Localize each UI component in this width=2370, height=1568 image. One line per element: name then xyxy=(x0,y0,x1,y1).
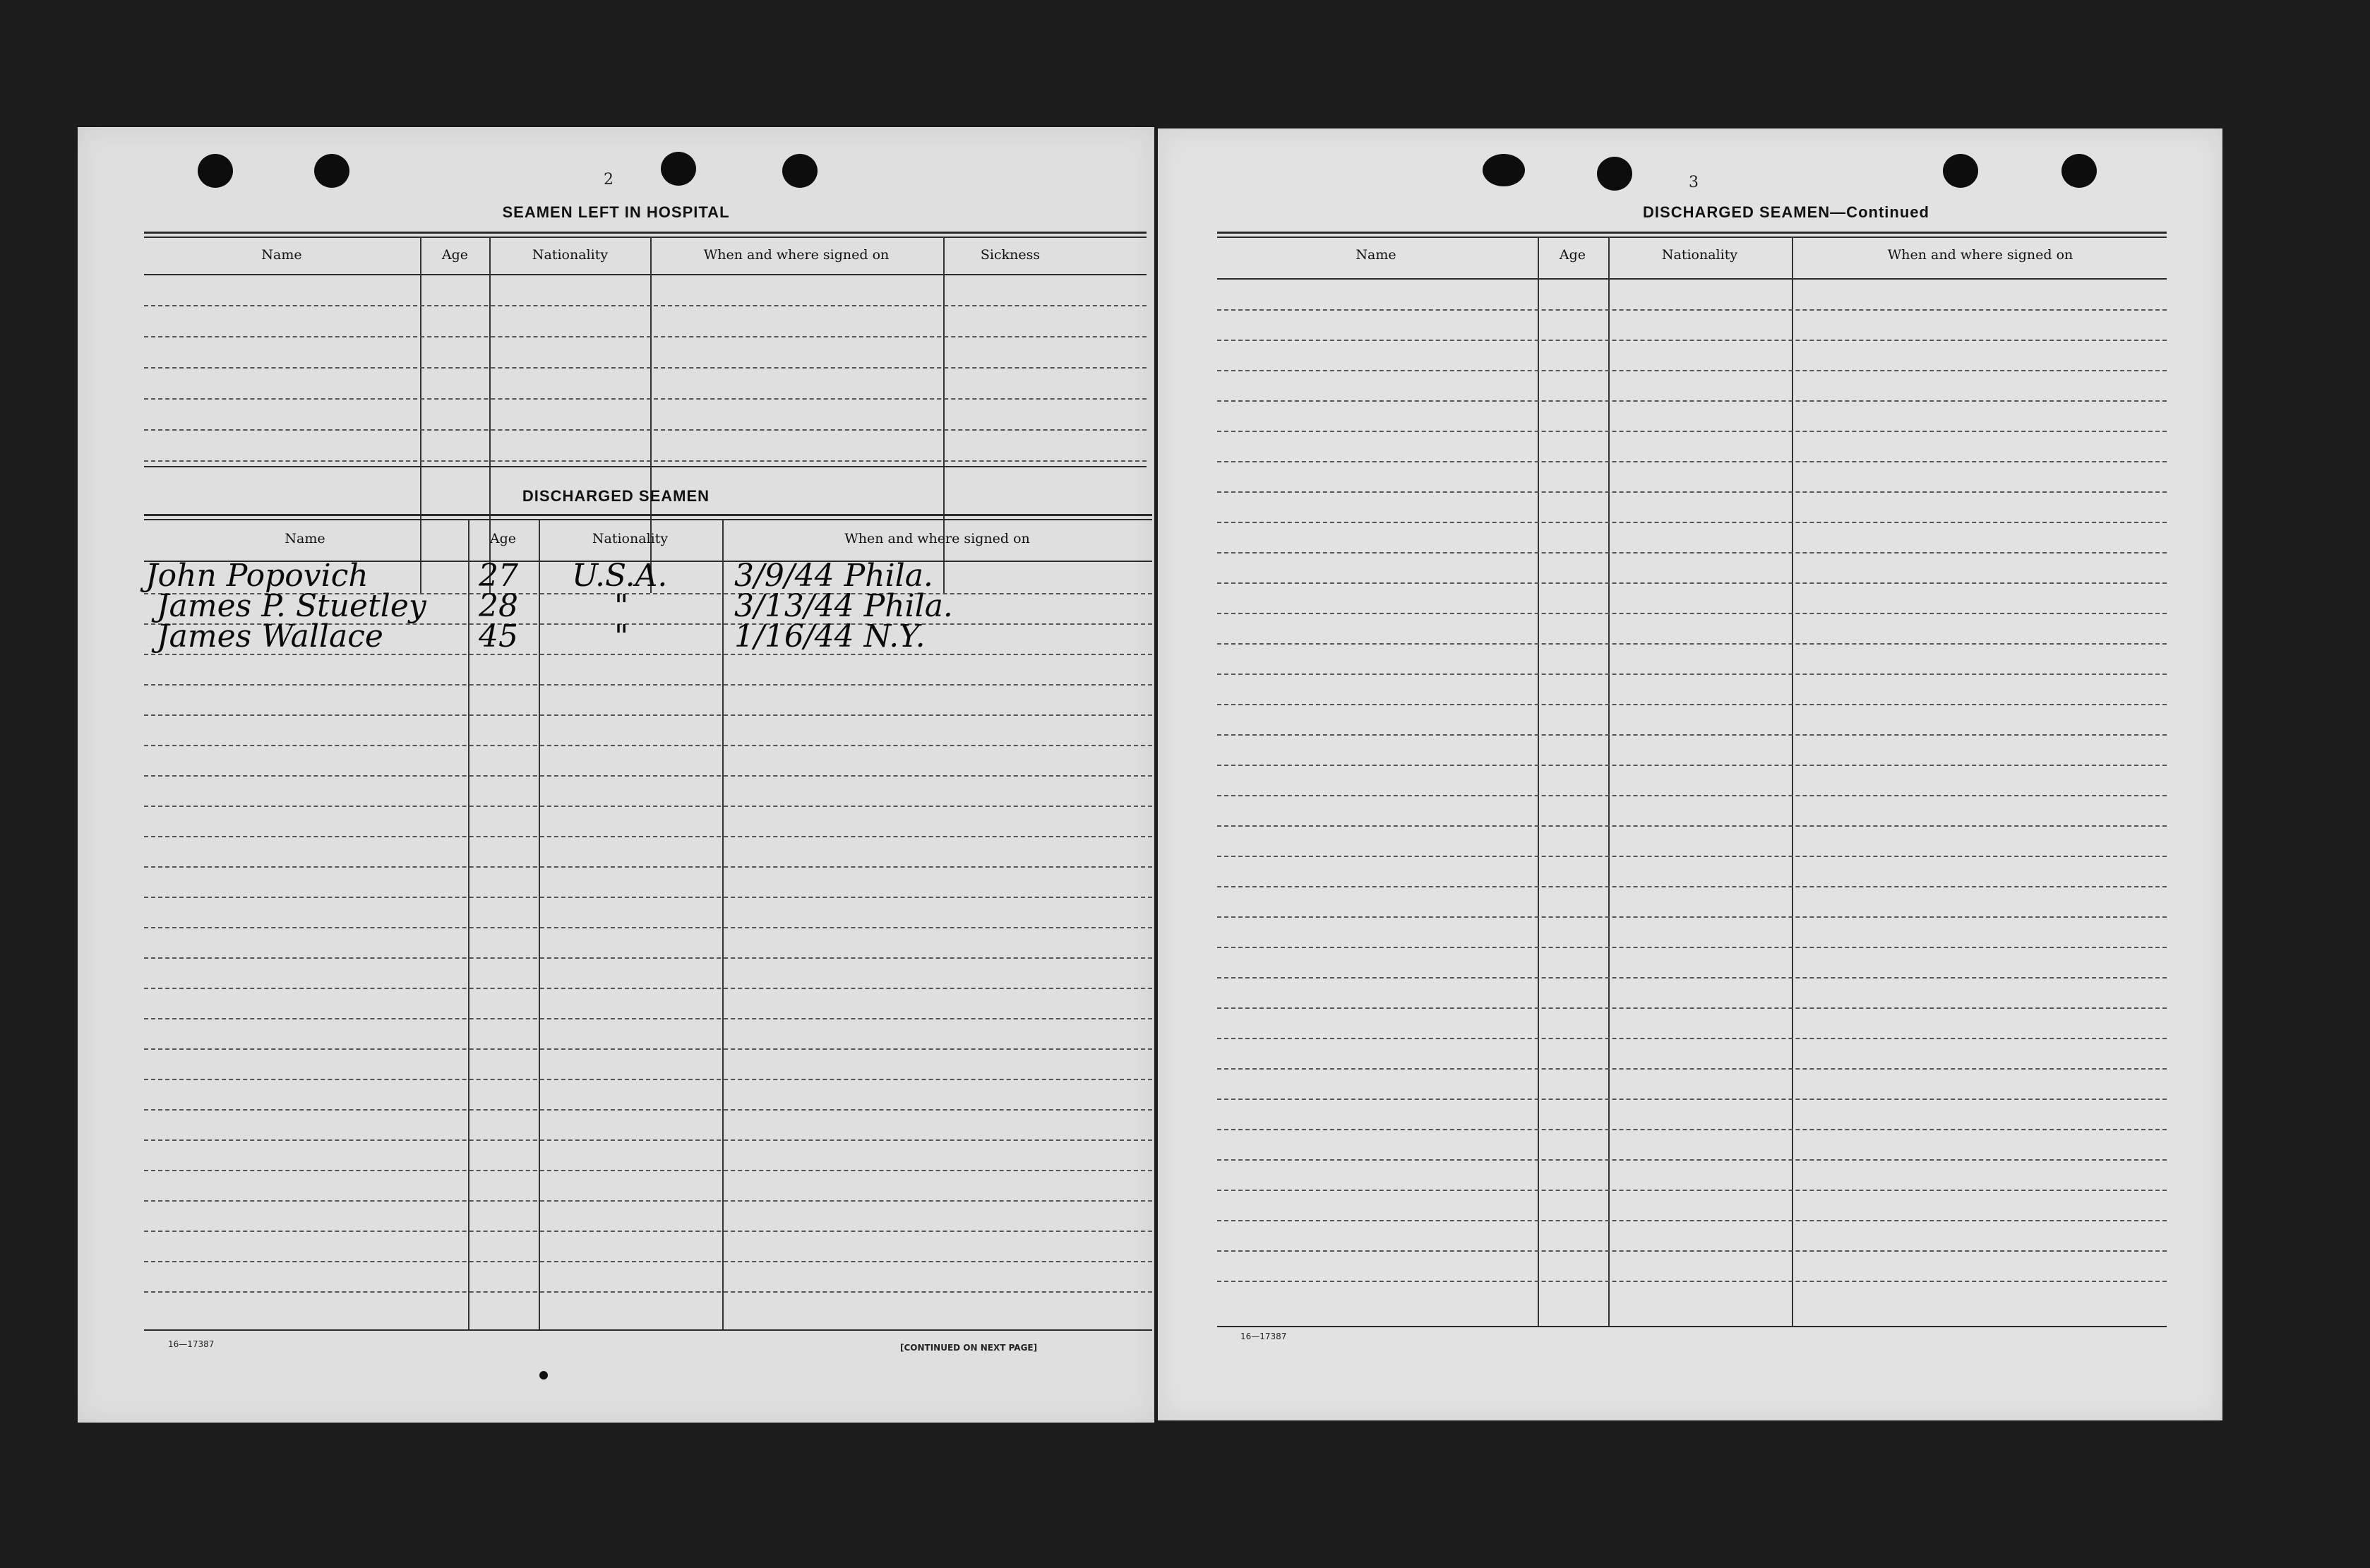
entry-signed-on: 3/9/44 Phila. xyxy=(734,558,933,594)
row-line xyxy=(144,1261,1152,1262)
row-line xyxy=(144,714,1152,716)
rule xyxy=(144,1329,1152,1331)
punch-hole xyxy=(782,154,818,188)
right-page xyxy=(1158,128,2222,1420)
row-line xyxy=(144,1170,1152,1171)
row-line xyxy=(1217,370,2167,371)
row-line xyxy=(144,806,1152,807)
row-line xyxy=(1217,1007,2167,1009)
row-line xyxy=(1217,1159,2167,1161)
row-line xyxy=(1217,1129,2167,1130)
row-line xyxy=(144,336,1147,337)
column-divider xyxy=(468,519,469,1331)
punch-hole xyxy=(1483,154,1525,186)
row-line xyxy=(144,1109,1152,1111)
column-divider xyxy=(539,519,540,1331)
punch-hole xyxy=(1943,154,1978,188)
right-title: DISCHARGED SEAMEN—Continued xyxy=(1643,203,1929,221)
row-line xyxy=(1217,1190,2167,1191)
rule xyxy=(1217,1326,2167,1327)
entry-signed-on: 3/13/44 Phila. xyxy=(734,588,953,624)
entry-name: James Wallace xyxy=(157,618,383,654)
row-line xyxy=(144,866,1152,868)
punch-hole xyxy=(1597,157,1632,191)
row-line xyxy=(144,1291,1152,1293)
row-line xyxy=(1217,461,2167,462)
punch-hole xyxy=(314,154,349,188)
row-line xyxy=(1217,1220,2167,1221)
row-line xyxy=(1217,340,2167,341)
punch-hole xyxy=(661,152,696,186)
discharged-title: DISCHARGED SEAMEN xyxy=(522,487,710,505)
column-divider xyxy=(722,519,724,1331)
hospital-col-name: Name xyxy=(261,247,302,263)
row-line xyxy=(144,897,1152,898)
row-line xyxy=(1217,522,2167,523)
ink-dot xyxy=(539,1371,548,1380)
punch-hole xyxy=(2061,154,2097,188)
row-line xyxy=(144,1200,1152,1202)
row-line xyxy=(1217,1281,2167,1282)
right-col-signed: When and where signed on xyxy=(1887,247,2073,263)
row-line xyxy=(144,460,1147,462)
hospital-col-nationality: Nationality xyxy=(532,247,609,263)
row-line xyxy=(1217,1250,2167,1252)
rule xyxy=(144,274,1147,275)
hospital-col-signed: When and where signed on xyxy=(703,247,890,263)
right-col-name: Name xyxy=(1355,247,1396,263)
entry-age: 28 xyxy=(479,588,518,624)
row-line xyxy=(1217,491,2167,493)
rule xyxy=(144,514,1152,516)
row-line xyxy=(1217,765,2167,766)
row-line xyxy=(1217,613,2167,614)
row-line xyxy=(1217,1068,2167,1070)
row-line xyxy=(144,1079,1152,1080)
rule xyxy=(1217,232,2167,234)
row-line xyxy=(1217,431,2167,432)
row-line xyxy=(144,988,1152,989)
discharged-col-nationality: Nationality xyxy=(592,531,669,546)
rule xyxy=(144,232,1147,234)
continued-note: [CONTINUED ON NEXT PAGE] xyxy=(900,1343,1038,1353)
row-line xyxy=(144,836,1152,837)
hospital-col-sickness: Sickness xyxy=(980,247,1041,263)
row-line xyxy=(1217,400,2167,402)
punch-hole xyxy=(198,154,233,188)
row-line xyxy=(144,927,1152,928)
entry-age: 27 xyxy=(479,558,518,594)
row-line xyxy=(144,775,1152,777)
row-line xyxy=(1217,1099,2167,1100)
row-line xyxy=(144,1018,1152,1019)
entry-nationality: " xyxy=(614,618,629,654)
row-line xyxy=(144,429,1147,431)
discharged-col-name: Name xyxy=(285,531,325,546)
row-line xyxy=(144,684,1152,686)
row-line xyxy=(1217,582,2167,584)
row-line xyxy=(1217,643,2167,645)
page-number: 2 xyxy=(604,171,614,188)
right-col-age: Age xyxy=(1559,247,1586,263)
row-line xyxy=(1217,795,2167,796)
rule xyxy=(144,466,1147,467)
row-line xyxy=(1217,916,2167,918)
row-line xyxy=(1217,886,2167,887)
rule xyxy=(144,237,1147,238)
entry-nationality: " xyxy=(614,588,629,624)
row-line xyxy=(1217,704,2167,705)
entry-name: John Popovich xyxy=(145,558,369,594)
row-line xyxy=(144,305,1147,306)
row-line xyxy=(144,398,1147,400)
row-line xyxy=(1217,947,2167,948)
right-col-nationality: Nationality xyxy=(1661,247,1738,263)
entry-name: James P. Stuetley xyxy=(157,588,426,624)
row-line xyxy=(1217,309,2167,311)
row-line xyxy=(144,1139,1152,1141)
entry-age: 45 xyxy=(479,618,518,654)
row-line xyxy=(1217,977,2167,978)
entry-signed-on: 1/16/44 N.Y. xyxy=(734,618,926,654)
rule xyxy=(1217,237,2167,238)
row-line xyxy=(1217,674,2167,675)
hospital-col-age: Age xyxy=(441,247,469,263)
row-line xyxy=(144,367,1147,369)
row-line xyxy=(144,1231,1152,1232)
discharged-col-signed: When and where signed on xyxy=(844,531,1030,546)
rule xyxy=(144,519,1152,520)
hospital-title: SEAMEN LEFT IN HOSPITAL xyxy=(502,203,730,221)
row-line xyxy=(144,745,1152,746)
row-line xyxy=(1217,825,2167,827)
left-page xyxy=(78,127,1154,1423)
page-number: 3 xyxy=(1689,174,1699,191)
row-line xyxy=(1217,1038,2167,1039)
row-line xyxy=(1217,552,2167,553)
row-line xyxy=(1217,856,2167,857)
form-number: 16—17387 xyxy=(168,1339,215,1349)
row-line xyxy=(144,957,1152,959)
rule xyxy=(1217,278,2167,280)
row-line xyxy=(144,1048,1152,1050)
form-number: 16—17387 xyxy=(1240,1331,1287,1341)
row-line xyxy=(1217,734,2167,736)
entry-nationality: U.S.A. xyxy=(572,558,668,594)
discharged-col-age: Age xyxy=(489,531,517,546)
